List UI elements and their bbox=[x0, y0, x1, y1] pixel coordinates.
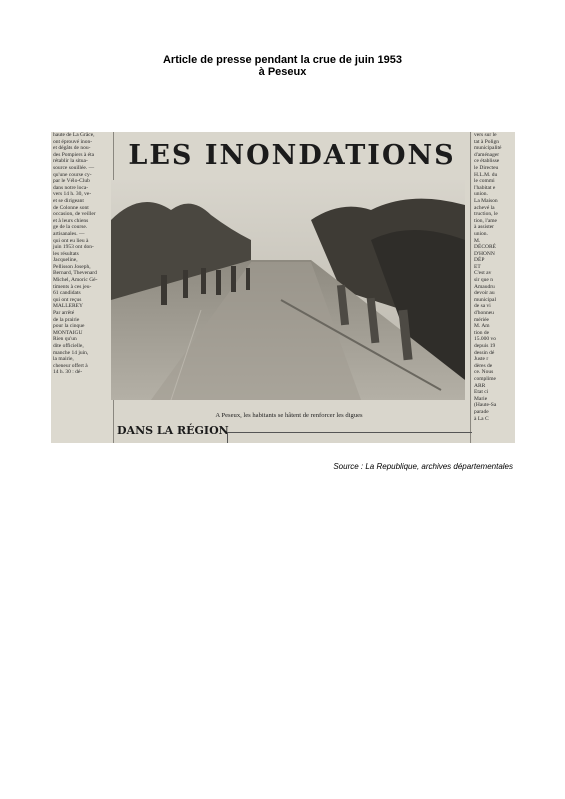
column-text-line: artisanales. — bbox=[53, 230, 85, 237]
column-text-line: par le Vélo-Club bbox=[53, 178, 90, 185]
clipping-headline: LES INONDATIONS bbox=[128, 140, 456, 171]
column-text-line: d'honneu bbox=[474, 310, 494, 317]
source-credit: Source : La Republique, archives départementales bbox=[333, 462, 513, 471]
column-text-line: La Maison bbox=[474, 197, 498, 204]
column-text-line: 14 h. 30 : dé- bbox=[53, 369, 83, 376]
column-text-line: municipal bbox=[474, 296, 496, 303]
column-text-line: achevé la bbox=[474, 204, 495, 211]
column-text-line: MALLEREY bbox=[53, 303, 83, 310]
column-text-line: dessin dé bbox=[474, 349, 495, 356]
column-text-line: rétablir la situa- bbox=[53, 158, 88, 165]
column-text-line: (Haute-Sa bbox=[474, 402, 497, 409]
column-text-line: et à leurs chiens bbox=[53, 217, 89, 224]
column-text-line: parade bbox=[474, 408, 489, 415]
column-text-line: 61 candidats bbox=[53, 290, 81, 297]
section-subheadline: DANS LA RÉGION bbox=[117, 424, 229, 437]
column-text-line: ARR bbox=[474, 382, 486, 389]
column-text-line: dans notre loca- bbox=[53, 184, 89, 191]
column-text-line: ce. Nous bbox=[474, 369, 494, 376]
column-text-line: vers sur le bbox=[474, 132, 497, 138]
column-text-line: timents à ces jeu- bbox=[53, 283, 92, 290]
column-text-line: Bernard, Thevenard bbox=[53, 270, 97, 277]
column-text-line: vers 14 h. 30, ve- bbox=[53, 191, 92, 198]
column-text-line: Michel, Amoric Gé- bbox=[53, 277, 98, 284]
column-text-line: H.L.M. du bbox=[474, 171, 498, 178]
flood-photo bbox=[111, 180, 465, 400]
column-text-line: DÉP bbox=[474, 257, 485, 264]
column-text-line: truction, le bbox=[474, 211, 498, 218]
column-text-line: Rien qu'un bbox=[53, 336, 77, 343]
column-text-line: M. bbox=[474, 237, 481, 244]
column-text-line: juin 1953 ont don- bbox=[53, 244, 94, 251]
column-text-line: des Pompiers à éta bbox=[53, 151, 95, 158]
column-text-line: le commi bbox=[474, 178, 495, 185]
column-text-line: dères de bbox=[474, 362, 493, 369]
column-text-line: complime bbox=[474, 375, 496, 382]
column-text-line: ont éprouvé inon- bbox=[53, 138, 93, 145]
column-text-line: Jacqueline, bbox=[53, 257, 78, 264]
column-text-line: Etat ci bbox=[474, 389, 489, 396]
column-text-line: depuis 19 bbox=[474, 343, 496, 349]
column-text-line: et se dirigeant bbox=[53, 197, 84, 204]
column-text-line: tion, l'ame bbox=[474, 217, 497, 224]
column-text-line: M. Am bbox=[474, 323, 490, 330]
column-text-line: la mairie, bbox=[53, 356, 74, 363]
column-text-line: pour la cinque bbox=[53, 323, 85, 330]
column-text-line: Par arrêté bbox=[53, 310, 75, 317]
column-text-line: à assister bbox=[474, 224, 495, 231]
column-rule-right bbox=[470, 132, 471, 443]
column-text-line: tion de bbox=[474, 329, 490, 336]
column-text-line: occasion, de veiller bbox=[53, 211, 96, 218]
column-text-line: 15.000 vo bbox=[474, 336, 496, 343]
column-text-line: haute de La Grâce, bbox=[53, 132, 95, 138]
document-subtitle: à Peseux bbox=[258, 66, 307, 78]
column-text-line: DÉCORÉ bbox=[474, 244, 496, 251]
column-text-line: d'aménager bbox=[474, 151, 500, 158]
document-title: Article de presse pendant la crue de juin 1953 bbox=[162, 54, 403, 66]
column-text-line: de la prairie bbox=[53, 316, 80, 323]
column-text-line: municipalité bbox=[474, 145, 502, 152]
column-text-line: ET bbox=[474, 263, 481, 270]
column-text-line: le Directeu bbox=[474, 164, 499, 171]
column-text-line: mériée bbox=[474, 316, 489, 323]
column-text-line: qu'une course cy- bbox=[53, 171, 92, 178]
column-text-line: de Colonne sont bbox=[53, 204, 89, 211]
column-text-line: Pellisson Joseph, bbox=[53, 263, 91, 270]
column-text-line: à La C bbox=[474, 415, 489, 422]
right-text-column bbox=[472, 132, 515, 443]
column-text-line: Amaudru bbox=[474, 283, 495, 290]
left-text-column bbox=[51, 132, 113, 443]
column-text-line: ce établisse bbox=[474, 158, 500, 165]
column-text-line: source souillée. — bbox=[53, 164, 95, 171]
column-text-line: dite officielle, bbox=[53, 343, 84, 349]
column-text-line: ge de la course. bbox=[53, 224, 88, 231]
newspaper-clipping bbox=[51, 132, 515, 443]
column-text-line: C'est av bbox=[474, 270, 492, 277]
column-text-line: sir que n bbox=[474, 277, 493, 284]
column-text-line: qui ont eu lieu à bbox=[53, 237, 89, 244]
article-box-border bbox=[227, 432, 472, 443]
column-text-line: Marie bbox=[474, 395, 488, 402]
column-text-line: cheneur offert à bbox=[53, 362, 88, 369]
column-text-line: devoir au bbox=[474, 290, 495, 297]
column-text-line: les résultats bbox=[53, 250, 79, 257]
photo-caption: A Peseux, les habitants se hâtent de renforcer les digues bbox=[215, 412, 363, 419]
column-text-line: union. bbox=[474, 191, 488, 198]
column-text-line: manche 14 juin, bbox=[53, 349, 89, 356]
column-text-line: D'HONN bbox=[474, 250, 495, 257]
column-text-line: MONTAIGU bbox=[53, 329, 83, 336]
column-text-line: de sa vi bbox=[474, 303, 491, 310]
column-text-line: l'habitat e bbox=[474, 184, 496, 191]
column-text-line: tat à Polign bbox=[474, 138, 500, 145]
column-text-line: Juste r bbox=[474, 356, 489, 363]
column-text-line: union. bbox=[474, 230, 488, 237]
column-text-line: qui ont reçus bbox=[53, 296, 82, 303]
column-text-line: et dégâts de nou- bbox=[53, 145, 91, 152]
